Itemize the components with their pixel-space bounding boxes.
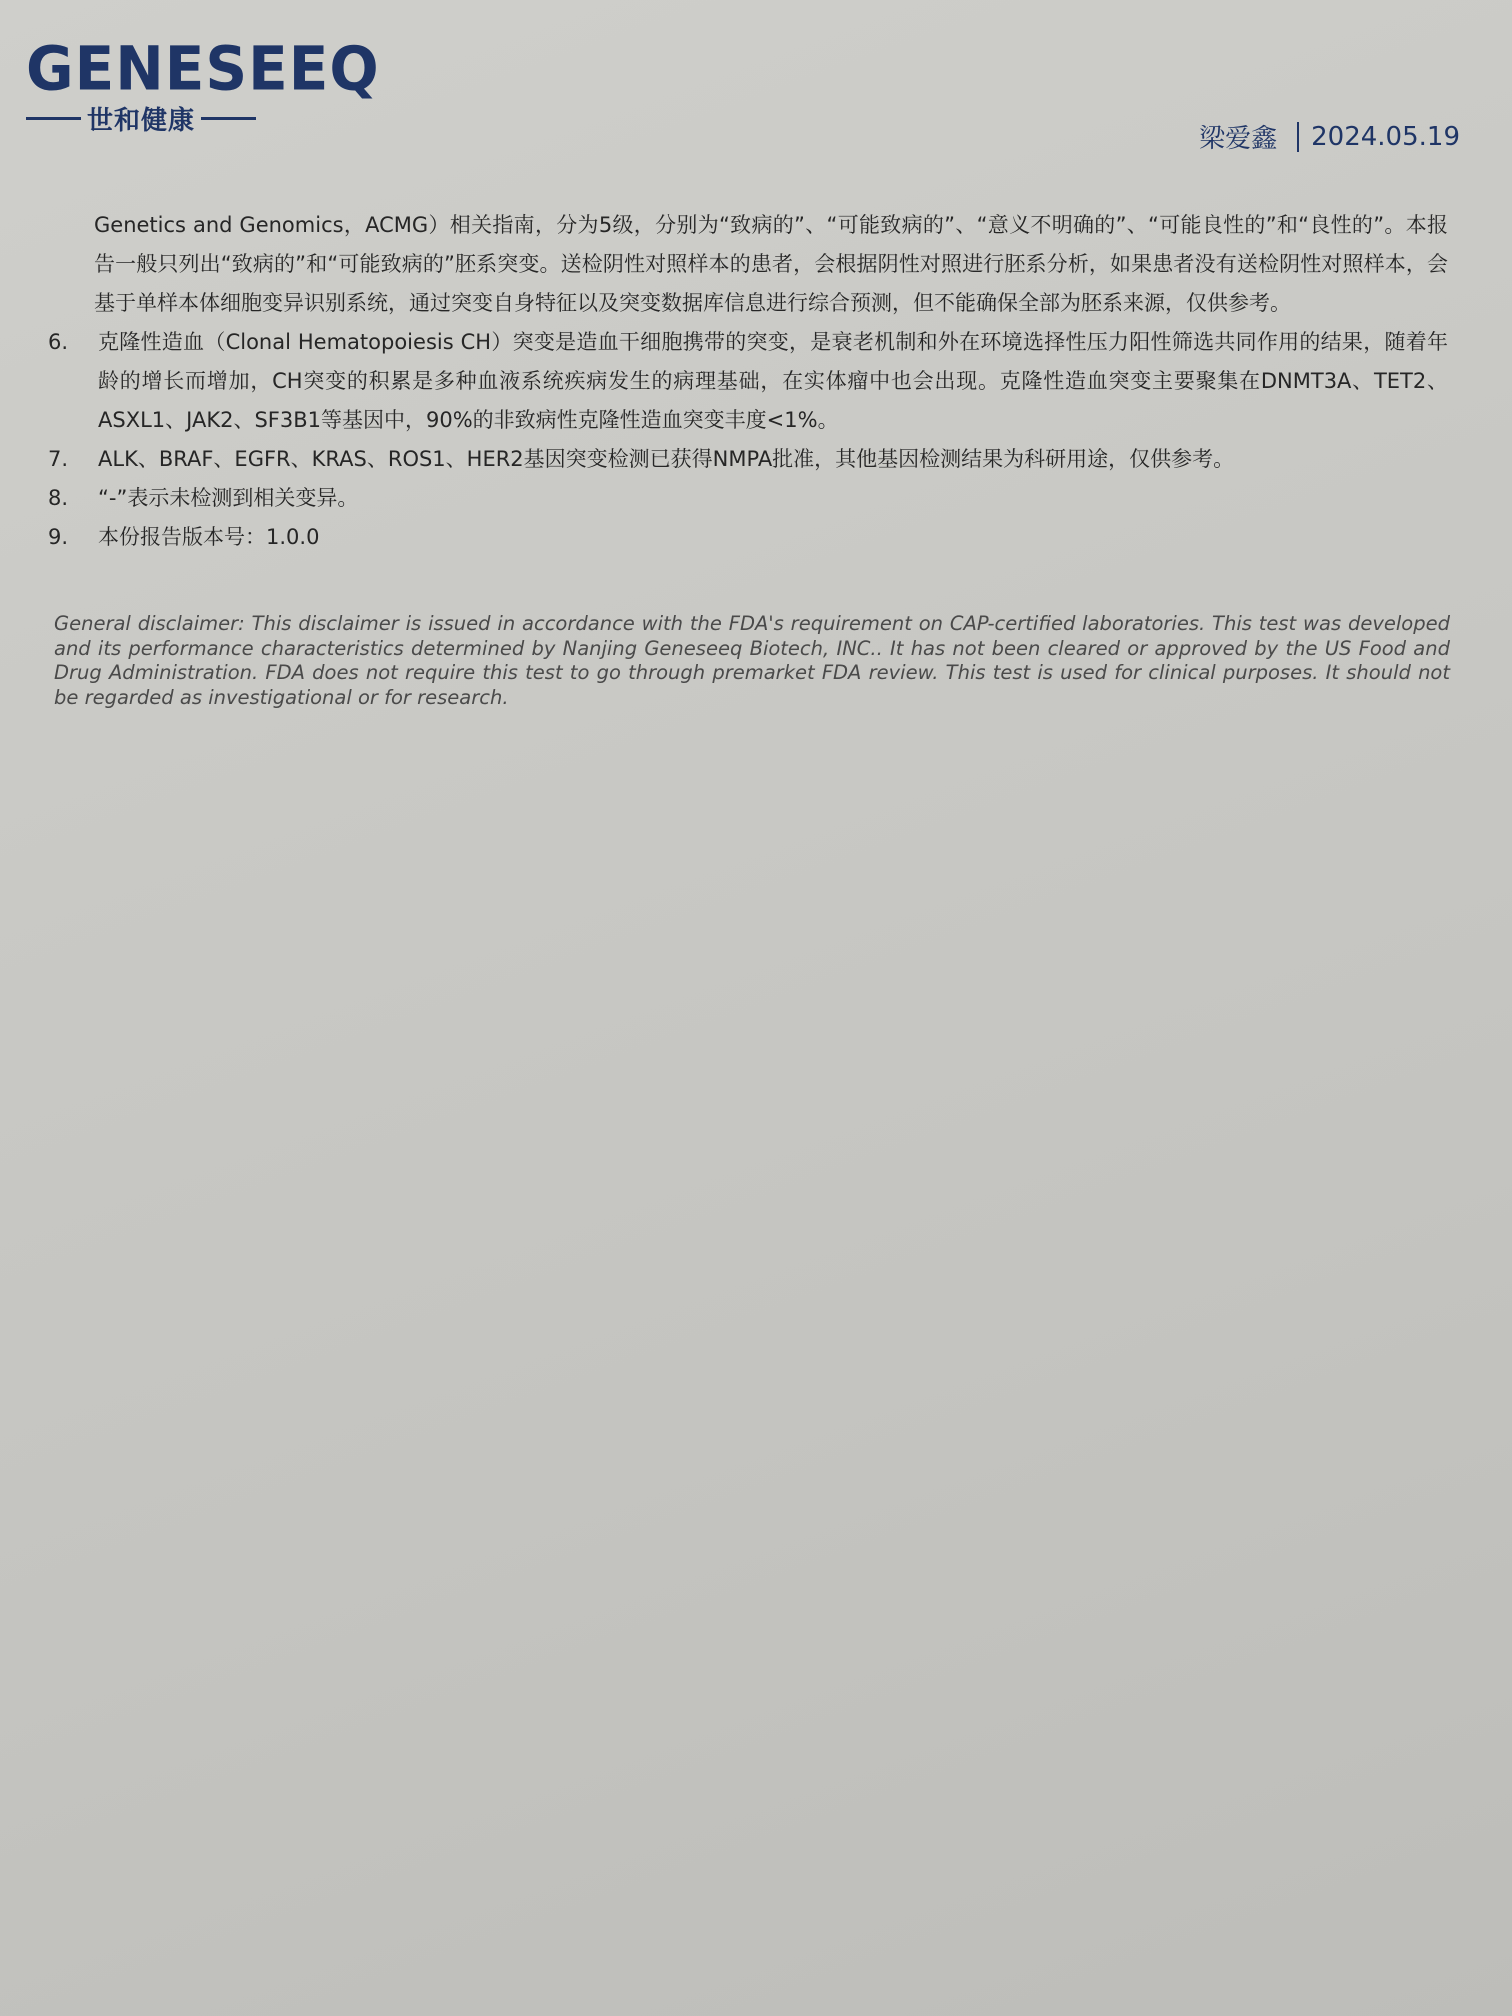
logo-dash-left	[26, 117, 81, 120]
note-number: 6.	[48, 330, 69, 354]
logo-subtitle: 世和健康	[87, 106, 196, 136]
notes-section	[48, 206, 1448, 557]
note-number: 9.	[48, 525, 69, 549]
patient-name: 梁爱鑫	[1199, 124, 1278, 154]
report-date: 2024.05.19	[1311, 121, 1460, 152]
logo-subtitle-row	[26, 100, 256, 137]
note-item	[48, 518, 1448, 557]
note-text: ALK、BRAF、EGFR、KRAS、ROS1、HER2基因突变检测已获得NMPA批准，其他基因检测结果为科研用途，仅供参考。	[98, 447, 1235, 471]
note-item	[48, 440, 1448, 479]
note-continuation: Genetics and Genomics，ACMG）相关指南，分为5级，分别为“致病的”、“可能致病的”、“意义不明确的”、“可能良性的”和“良性的”。本报告一般只列出“致病的”和“可能致病的”胚系突变。送检阴性对照样本的患者，会根据阴性对照进行胚系分析，如果患者没有送检阴性对照样本，会基于单样本体细胞变异识别系统，通过突变自身特征以及突变数据库信息进行综合预测，但不能确保全部为胚系来源，仅供参考。	[94, 213, 1448, 315]
note-item	[48, 323, 1448, 440]
general-disclaimer: General disclaimer: This disclaimer is issued in accordance with the FDA's requirement on CAP-certified laboratories. This test was developed and its performance characteristics determined by Nanjing Geneseeq Biotech, INC.. It has not been cleared or approved by the US Food and Drug Administration. FDA does not require this test to go through premarket FDA review. This test is used for clinical purposes. It should not be regarded as investigational or for research.	[54, 612, 1450, 709]
note-number: 8.	[48, 486, 69, 510]
logo-wordmark: GENESEEQ	[26, 32, 380, 105]
note-number: 7.	[48, 447, 69, 471]
company-logo	[26, 32, 380, 137]
logo-dash-right	[201, 117, 256, 120]
note-text: 本份报告版本号：1.0.0	[98, 525, 320, 549]
header-separator	[1297, 122, 1299, 152]
note-text: 克隆性造血（Clonal Hematopoiesis CH）突变是造血干细胞携带的突变，是衰老机制和外在环境选择性压力阳性筛选共同作用的结果，随着年龄的增长而增加，CH突变的积累是多种血液系统疾病发生的病理基础，在实体瘤中也会出现。克隆性造血突变主要聚集在DNMT3A、TET2、ASXL1、JAK2、SF3B1等基因中，90%的非致病性克隆性造血突变丰度<1%。	[98, 330, 1448, 432]
note-text: “-”表示未检测到相关变异。	[98, 486, 359, 510]
report-header-info	[1199, 118, 1460, 155]
note-item	[48, 479, 1448, 518]
